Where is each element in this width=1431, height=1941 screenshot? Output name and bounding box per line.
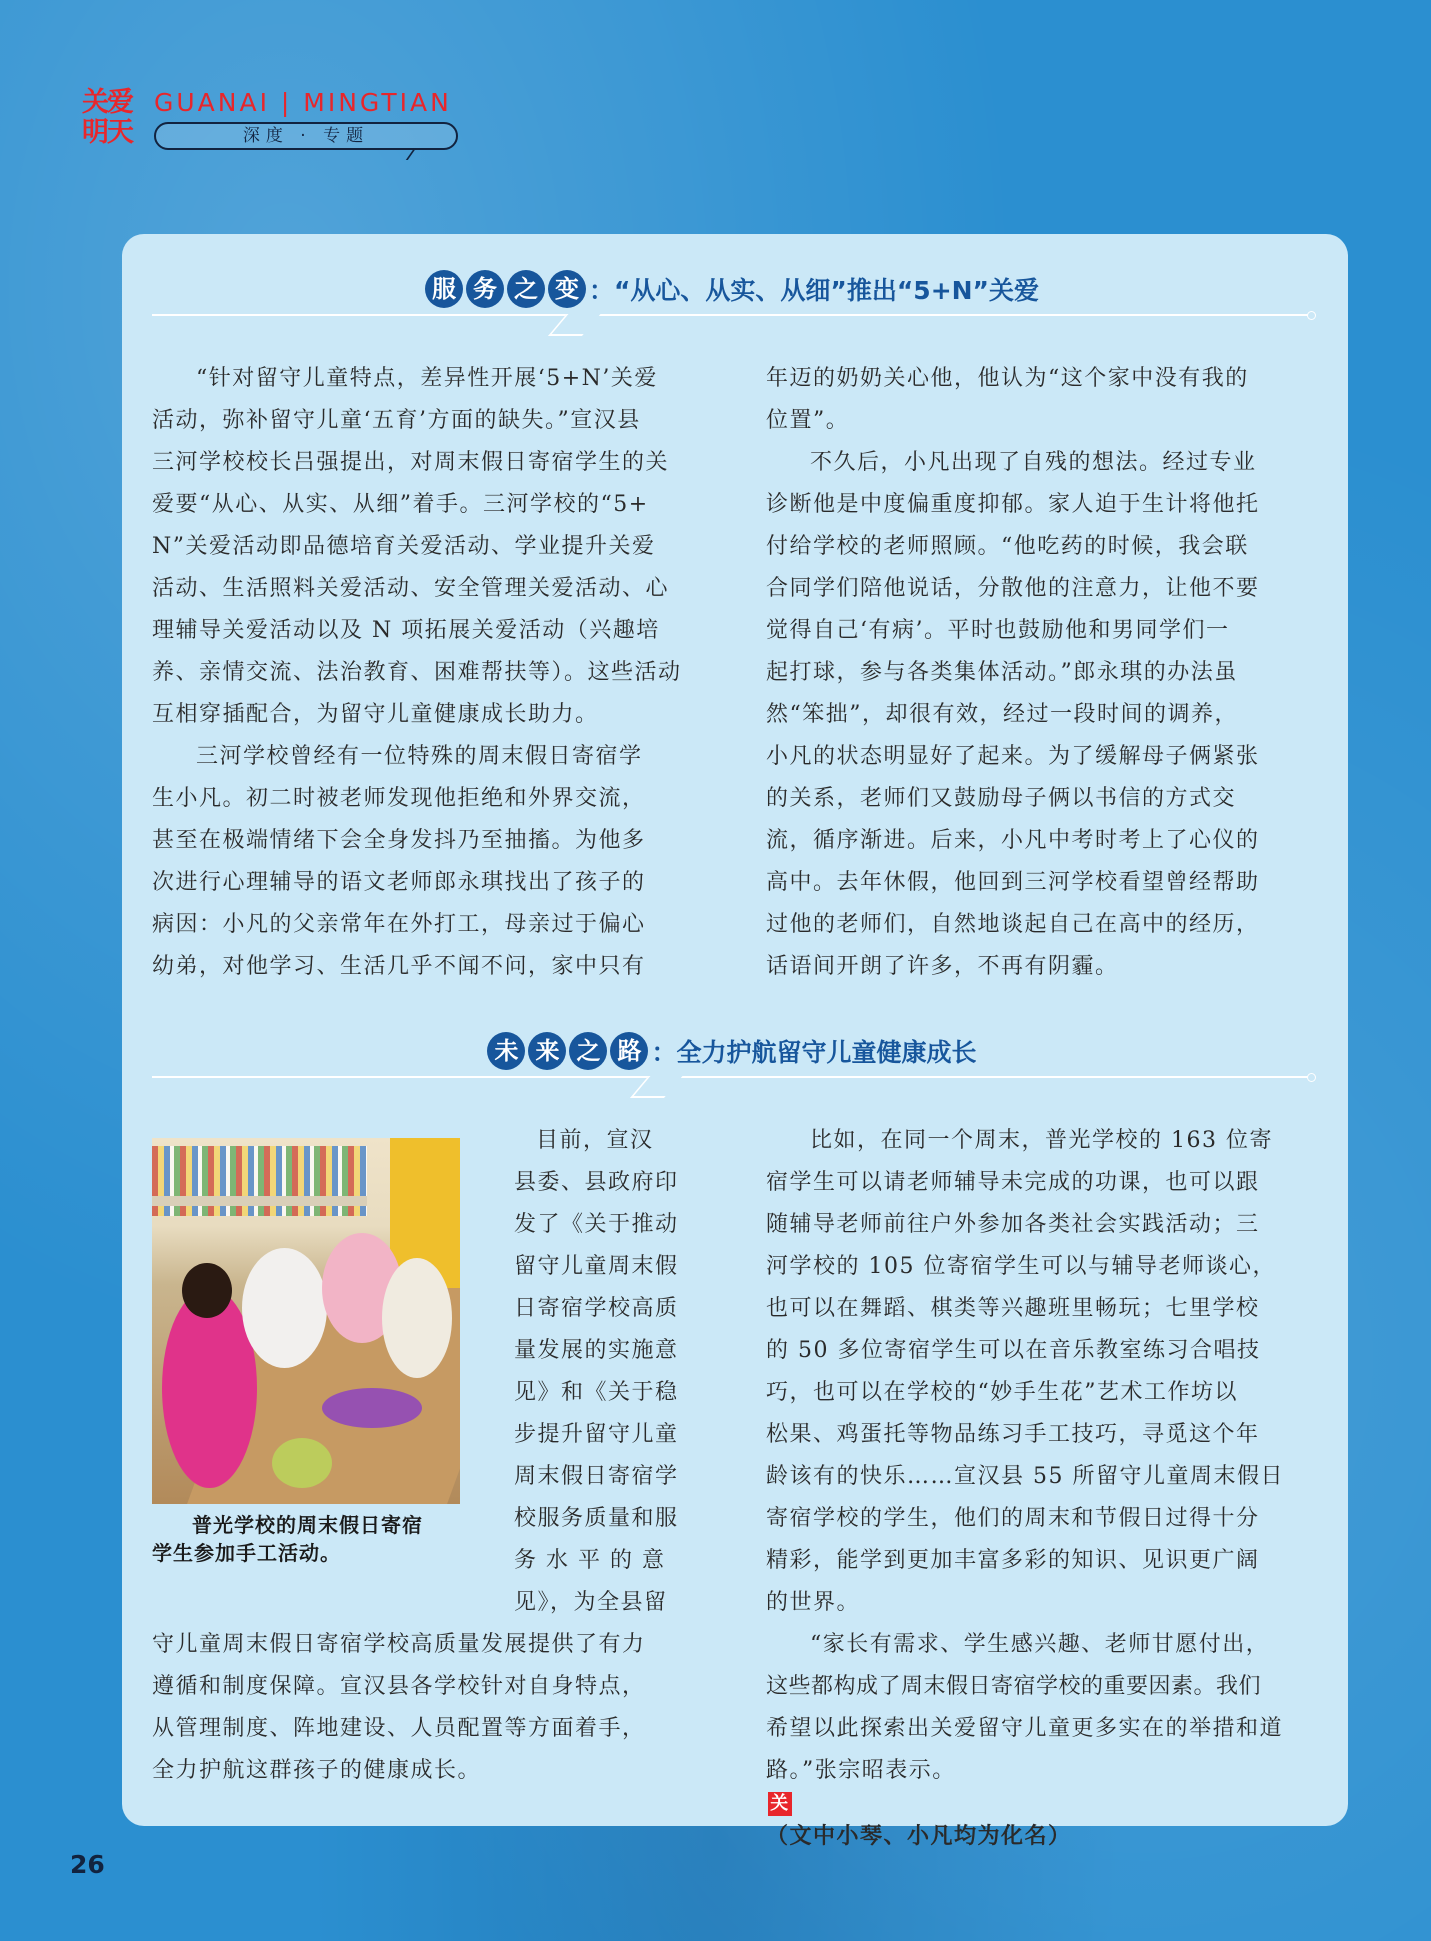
text-line: 活动、生活照料关爱活动、安全管理关爱活动、心 (152, 576, 670, 601)
text-line: 从管理制度、阵地建设、人员配置等方面着手， (152, 1716, 646, 1741)
text-line: 务 水 平 的 意 (514, 1548, 666, 1573)
masthead-section-bubble (154, 122, 458, 150)
text-line: 生小凡。初二时被老师发现他拒绝和外界交流， (152, 786, 646, 811)
heading-1-char-1: 服 (425, 270, 463, 308)
text-line: 县委、县政府印 (514, 1170, 679, 1195)
heading-2-char-4: 路 (610, 1032, 648, 1070)
article-card (122, 234, 1348, 1849)
heading-2-rule (152, 1076, 1312, 1078)
heading-2-char-2: 来 (528, 1032, 566, 1070)
text-line: 流，循序渐进。后来，小凡中考时考上了心仪的 (766, 828, 1260, 853)
text-line: 步提升留守儿童 (514, 1422, 679, 1447)
masthead-section-label: 深度 · 专题 (242, 126, 370, 146)
text-line: 的世界。 (766, 1590, 861, 1615)
text-line: 甚至在极端情绪下会全身发抖乃至抽搐。为他多 (152, 828, 646, 853)
photo-handicraft-activity (152, 1138, 460, 1504)
text-line: 年迈的奶奶关心他，他认为“这个家中没有我的 (766, 366, 1249, 391)
text-line: 比如，在同一个周末，普光学校的 163 位寄 (810, 1128, 1273, 1153)
section-2-right-column (766, 1120, 1326, 1858)
logo-line-2: 明天 (82, 117, 132, 148)
text-line: 巧，也可以在学校的“妙手生花”艺术工作坊以 (766, 1380, 1238, 1405)
text-line: 理辅导关爱活动以及 N 项拓展关爱活动（兴趣培 (152, 618, 660, 643)
text-line: 诊断他是中度偏重度抑郁。家人迫于生计将他托 (766, 492, 1260, 517)
text-line: 位置”。 (766, 408, 850, 433)
text-line: 遵循和制度保障。宣汉县各学校针对自身特点， (152, 1674, 646, 1699)
heading-1-tail (548, 314, 580, 332)
heading-1-rule (152, 314, 1312, 316)
text-line: 龄该有的快乐……宣汉县 55 所留守儿童周末假日 (766, 1464, 1284, 1489)
heading-1-char-3: 之 (507, 270, 545, 308)
text-line: 目前，宣汉 (536, 1128, 654, 1153)
photo-caption (152, 1511, 472, 1567)
text-line: 随辅导老师前往户外参加各类社会实践活动；三 (766, 1212, 1260, 1237)
heading-2-char-1: 未 (487, 1032, 525, 1070)
text-line: 寄宿学校的学生，他们的周末和节假日过得十分 (766, 1506, 1260, 1531)
text-line: 见》和《关于稳 (514, 1380, 679, 1405)
text-line: 校服务质量和服 (514, 1506, 679, 1531)
text-line: 互相穿插配合，为留守儿童健康成长助力。 (152, 702, 599, 727)
text-line: “针对留守儿童特点，差异性开展‘5+N’关爱 (196, 366, 658, 391)
text-line: N”关爱活动即品德培育关爱活动、学业提升关爱 (152, 534, 656, 559)
text-line: 希望以此探索出关爱留守儿童更多实在的举措和道 (766, 1716, 1284, 1741)
text-line: 量发展的实施意 (514, 1338, 679, 1363)
masthead-pinyin: GUANAI | MINGTIAN (154, 88, 452, 117)
text-line: 全力护航这群孩子的健康成长。 (152, 1758, 482, 1783)
last-line (766, 1750, 1326, 1858)
heading-2-char-3: 之 (569, 1032, 607, 1070)
text-line: 见》，为全县留 (514, 1590, 668, 1615)
heading-2-text: ：全力护航留守儿童健康成长 (651, 1038, 977, 1067)
masthead (82, 88, 482, 158)
text-line: 周末假日寄宿学 (514, 1464, 679, 1489)
caption-line-2: 学生参加手工活动。 (152, 1541, 341, 1565)
text-line: 付给学校的老师照顾。“他吃药的时候，我会联 (766, 534, 1249, 559)
text-line: 养、亲情交流、法治教育、困难帮扶等）。这些活动 (152, 660, 682, 685)
heading-2-tail (630, 1076, 662, 1094)
text-line: 合同学们陪他说话，分散他的注意力，让他不要 (766, 576, 1260, 601)
text-line: 留守儿童周末假 (514, 1254, 679, 1279)
section-heading-1 (152, 270, 1312, 330)
text-line: 幼弟，对他学习、生活几乎不闻不问，家中只有 (152, 954, 646, 979)
text-line: 活动，弥补留守儿童‘五育’方面的缺失。”宣汉县 (152, 408, 641, 433)
text-line: 也可以在舞蹈、棋类等兴趣班里畅玩；七里学校 (766, 1296, 1260, 1321)
section-2-photo-side-column (514, 1120, 694, 1624)
text-line: 觉得自己‘有病’。平时也鼓励他和男同学们一 (766, 618, 1230, 643)
text-line: 爱要“从心、从实、从细”着手。三河学校的“5+ (152, 492, 649, 517)
text-line: 河学校的 105 位寄宿学生可以与辅导老师谈心， (766, 1254, 1276, 1279)
heading-1-text: ：“从心、从实、从细”推出“5+N”关爱 (589, 276, 1039, 305)
text-line: “家长有需求、学生感兴趣、老师甘愿付出， (810, 1632, 1270, 1657)
text-line: 日寄宿学校高质 (514, 1296, 679, 1321)
text-line: 守儿童周末假日寄宿学校高质量发展提供了有力 (152, 1632, 646, 1657)
text-line: 然“笨拙”，却很有效，经过一段时间的调养， (766, 702, 1238, 727)
text-line: 三河学校校长吕强提出，对周末假日寄宿学生的关 (152, 450, 670, 475)
text-line: 发了《关于推动 (514, 1212, 679, 1237)
section-2-left-bottom (152, 1624, 692, 1792)
logo-line-1: 关爱 (82, 87, 132, 118)
caption-line-1: 普光学校的周末假日寄宿 (192, 1513, 423, 1537)
section-1-left-column (152, 358, 692, 988)
heading-1-char-2: 务 (466, 270, 504, 308)
text-line: 的关系，老师们又鼓励母子俩以书信的方式交 (766, 786, 1237, 811)
text-line: 起打球，参与各类集体活动。”郎永琪的办法虽 (766, 660, 1238, 685)
text-line: 的 50 多位寄宿学生可以在音乐教室练习合唱技 (766, 1338, 1261, 1363)
heading-1-char-4: 变 (548, 270, 586, 308)
text-line: 松果、鸡蛋托等物品练习手工技巧，寻觅这个年 (766, 1422, 1260, 1447)
text-line: 高中。去年休假，他回到三河学校看望曾经帮助 (766, 870, 1260, 895)
text-line: 路。”张宗昭表示。 (766, 1758, 956, 1783)
section-heading-2 (152, 1032, 1312, 1092)
section-1-right-column (766, 358, 1316, 988)
text-line: 过他的老师们，自然地谈起自己在高中的经历， (766, 912, 1260, 937)
text-line: 小凡的状态明显好了起来。为了缓解母子俩紧张 (766, 744, 1260, 769)
text-line: 这些都构成了周末假日寄宿学校的重要因素。我们 (766, 1674, 1262, 1699)
page-number: 26 (70, 1850, 105, 1879)
text-line: 宿学生可以请老师辅导未完成的功课，也可以跟 (766, 1170, 1260, 1195)
text-line: 次进行心理辅导的语文老师郎永琪找出了孩子的 (152, 870, 646, 895)
text-line: 病因：小凡的父亲常年在外打工，母亲过于偏心 (152, 912, 646, 937)
end-mark-icon: 关 (768, 1792, 792, 1816)
text-line: 三河学校曾经有一位特殊的周末假日寄宿学 (196, 744, 643, 769)
text-line: 话语间开朗了许多，不再有阴霾。 (766, 954, 1119, 979)
pseudonym-note: （文中小琴、小凡均为化名） (766, 1824, 1072, 1849)
text-line: 不久后，小凡出现了自残的想法。经过专业 (810, 450, 1257, 475)
text-line: 精彩，能学到更加丰富多彩的知识、见识更广阔 (766, 1548, 1260, 1573)
masthead-logo (82, 88, 142, 148)
